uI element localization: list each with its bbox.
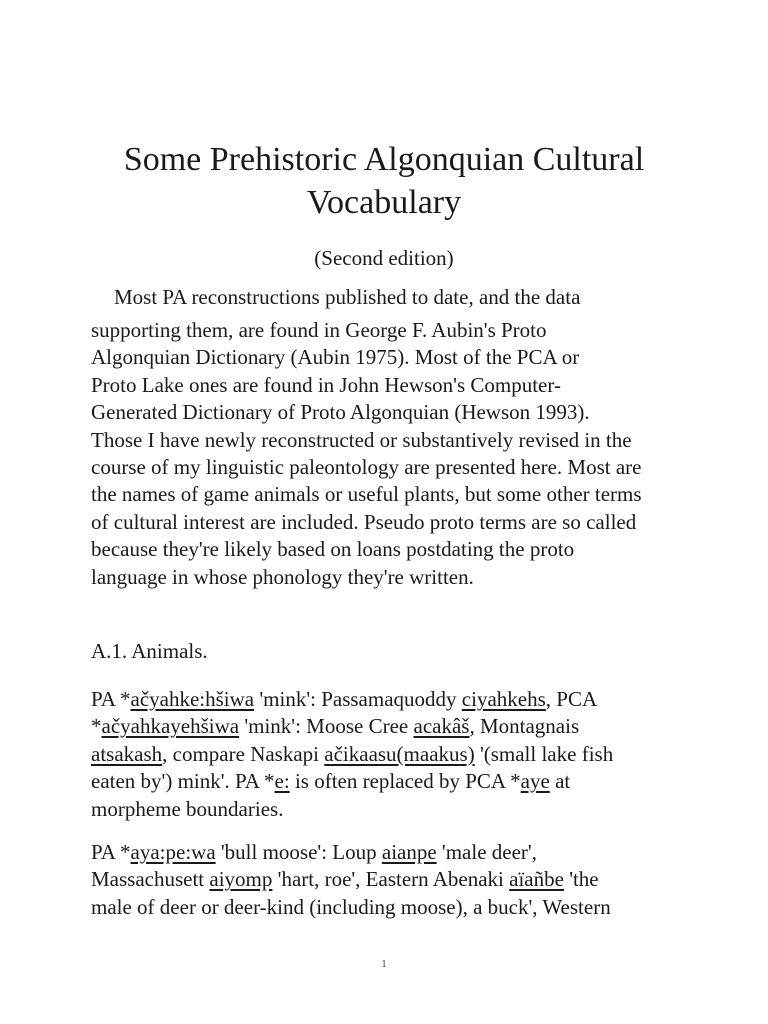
proto-form: ačyahke:hšiwa: [130, 687, 255, 711]
entry-line: [91, 686, 711, 713]
entry-line: [91, 741, 711, 768]
intro-line: Proto Lake ones are found in John Hewson's Computer-: [91, 372, 561, 397]
entry-text: 'mink': Moose Cree: [239, 714, 414, 739]
proto-form: aya:pe:wa: [130, 840, 216, 864]
cognate-form: aiyomp: [209, 867, 273, 892]
entry-line: [91, 768, 711, 795]
entry-text: 'mink': Passamaquoddy: [254, 687, 462, 711]
cognate-form: aianpe: [381, 840, 437, 864]
intro-line: course of my linguistic paleontology are presented here. Most are: [91, 455, 642, 480]
intro-line: the names of game animals or useful plants, but some other terms: [91, 482, 642, 507]
proto-form: e:: [274, 769, 290, 794]
entry-text: , Montagnais: [469, 714, 580, 739]
cognate-form: aïañbe: [509, 867, 564, 892]
entry-bull-moose: [91, 839, 711, 921]
intro-line: because they're likely based on loans postdating the proto: [91, 537, 575, 562]
intro-line: language in whose phonology they're written.: [91, 564, 474, 589]
page-number: 1: [381, 959, 387, 970]
document-title: [0, 138, 768, 224]
entry-text: PA *: [91, 840, 131, 864]
entry-line: [91, 713, 711, 740]
entry-text: 'male deer',: [436, 840, 537, 864]
entry-text: 'bull moose': Loup: [215, 840, 382, 864]
cognate-form: acakâš: [413, 714, 470, 739]
entry-text: eaten by') mink'. PA *: [91, 769, 275, 794]
entry-mink: [91, 686, 711, 823]
entry-text: Massachusett: [91, 867, 210, 892]
entry-text: is often replaced by PCA *: [289, 769, 521, 794]
entry-line: morpheme boundaries.: [91, 796, 284, 821]
entry-text: at: [549, 769, 571, 794]
section-heading-animals: A.1. Animals.: [91, 639, 208, 663]
cognate-form: ciyahkehs: [461, 687, 546, 711]
entry-text: 'hart, roe', Eastern Abenaki: [272, 867, 510, 892]
proto-form: ačyahkayehšiwa: [101, 714, 240, 739]
intro-first-line: Most PA reconstructions published to date, and the data: [114, 285, 581, 309]
title-line-1: Some Prehistoric Algonquian Cultural: [123, 141, 645, 178]
entry-line: male of deer or deer-kind (including moose), a buck', Western: [91, 894, 611, 919]
intro-paragraph: [91, 317, 711, 591]
entry-text: , compare Naskapi: [162, 741, 325, 766]
cognate-form: atsakash: [91, 741, 163, 766]
intro-line: of cultural interest are included. Pseudo proto terms are so called: [91, 509, 637, 534]
entry-text: '(small lake fish: [474, 741, 614, 766]
edition-subtitle: (Second edition): [314, 246, 454, 270]
entry-text: , PCA: [545, 687, 598, 711]
proto-form: aye: [520, 769, 550, 794]
entry-text: PA *: [91, 687, 131, 711]
intro-line: Those I have newly reconstructed or substantively revised in the: [91, 427, 632, 452]
entry-line: [91, 839, 711, 866]
entry-text: 'the: [563, 867, 599, 892]
title-line-2: Vocabulary: [306, 184, 462, 221]
entry-line: [91, 866, 711, 893]
cognate-form: ačikaasu(maakus): [324, 741, 475, 766]
intro-line: Algonquian Dictionary (Aubin 1975). Most of the PCA or: [91, 345, 580, 370]
intro-line: supporting them, are found in George F. Aubin's Proto: [91, 318, 547, 342]
intro-line: Generated Dictionary of Proto Algonquian (Hewson 1993).: [91, 400, 590, 425]
entry-text: *: [91, 714, 102, 739]
